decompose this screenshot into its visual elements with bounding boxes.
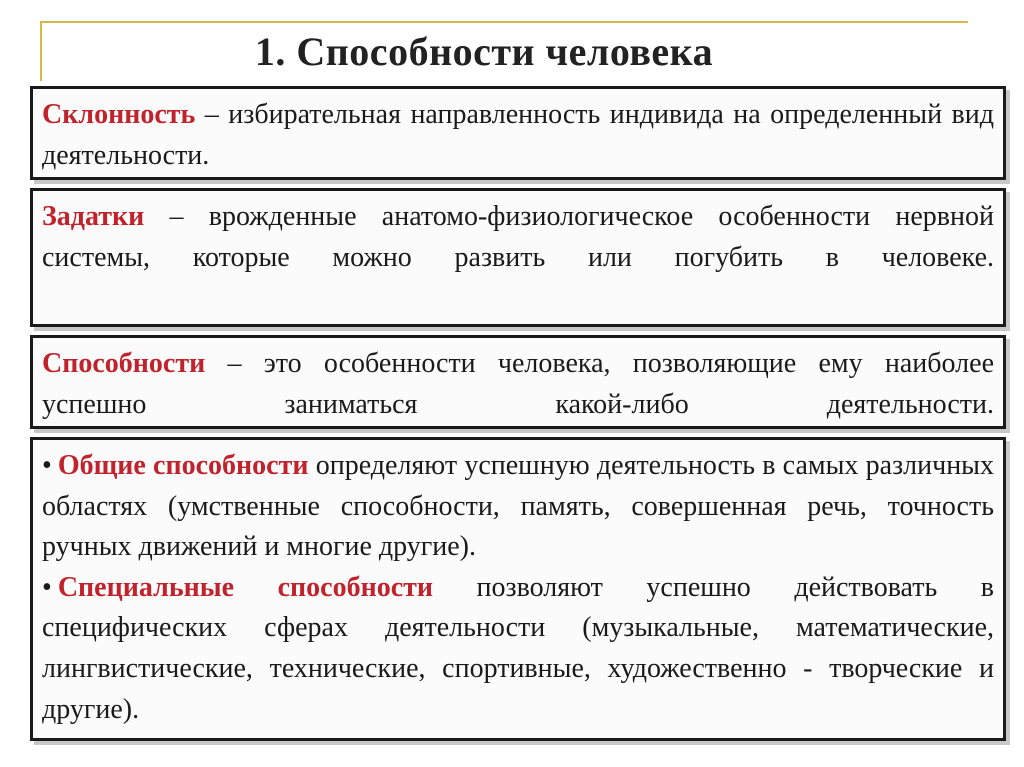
definition-term: Задатки (42, 201, 145, 232)
definition-term: Склонность (42, 99, 196, 130)
bullet-body: позволяют успешно действовать в специфических сферах деятельности (музыкальные, математические, лингвистические, технические, спортивные, художественно - творческие и другие). (42, 571, 994, 725)
bullet-item-special (42, 568, 994, 730)
slide-title: 1. Способности человека (254, 29, 714, 74)
bullet-body: определяют успешную деятельность в самых различных областях (умственные способности, память, совершенная речь, точность ручных движений и многие другие). (42, 450, 994, 563)
top-accent-rule (40, 21, 968, 23)
definition-box-abilities (30, 335, 1006, 429)
definition-body: – избирательная направленность индивида на определенный вид деятельности. (42, 99, 994, 171)
definition-box-makings (30, 188, 1006, 327)
definition-term: Способности (42, 348, 206, 379)
bullet-marker: • (42, 450, 52, 481)
definition-body: – это особенности человека, позволяющие ему наиболее успешно заниматься какой-либо деятельности. (42, 348, 994, 420)
definition-body: – врожденные анатомо-физиологическое особенности нервной системы, которые можно развить или погубить в человеке. (42, 201, 994, 273)
bullet-term: Общие способности (57, 450, 309, 481)
bullet-term: Специальные способности (57, 571, 434, 603)
bullet-marker: • (42, 571, 52, 603)
definition-box-inclination (30, 86, 1006, 180)
bullet-item-general (42, 446, 994, 568)
definition-text (42, 197, 994, 319)
abilities-types-box (30, 437, 1006, 741)
